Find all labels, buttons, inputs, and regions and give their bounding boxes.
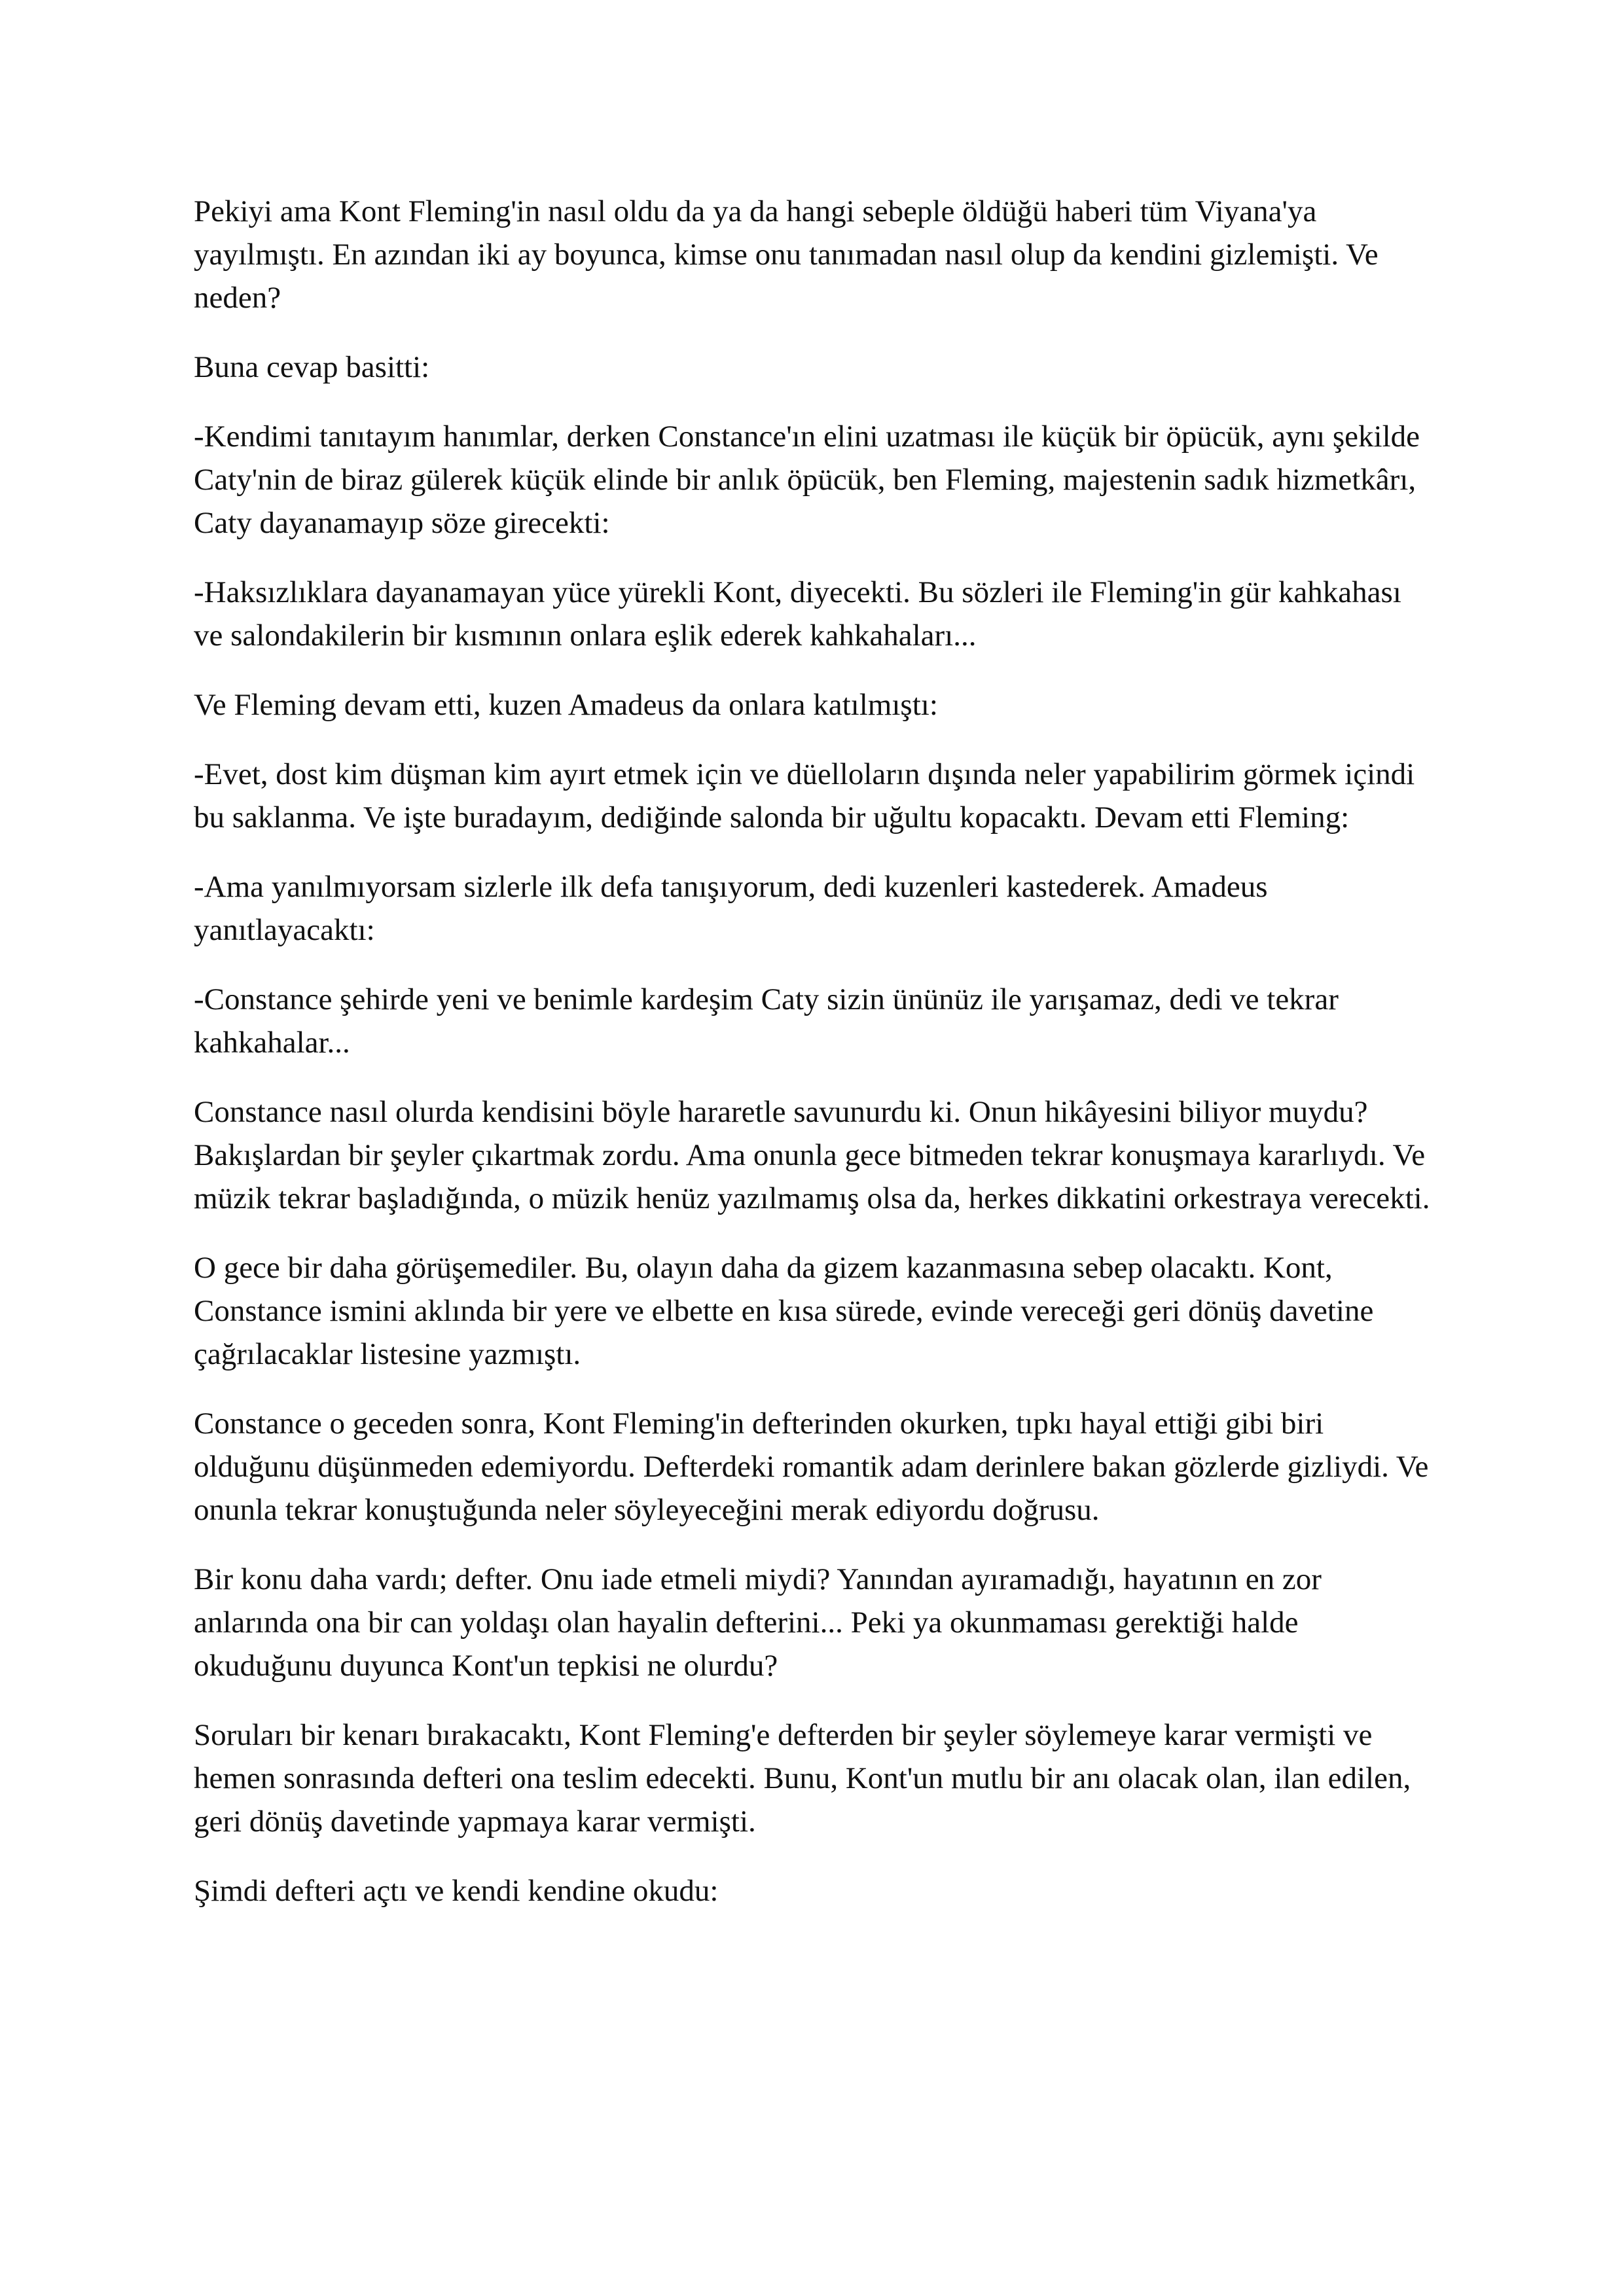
paragraph: -Constance şehirde yeni ve benimle kardeşim Caty sizin ününüz ile yarışamaz, dedi ve tekrar kahkahalar... xyxy=(194,982,1339,1060)
paragraph: -Kendimi tanıtayım hanımlar, derken Constance'ın elini uzatması ile küçük bir öpücük, aynı şekilde Caty'nin de biraz gülerek küçük elinde bir anlık öpücük, ben Fleming, majestenin sadık hizmetkârı, Caty dayanamayıp söze girecekti: xyxy=(194,420,1420,540)
paragraph: -Haksızlıklara dayanamayan yüce yürekli Kont, diyecekti. Bu sözleri ile Fleming'in gür kahkahası ve salondakilerin bir kısmının onlara eşlik ederek kahkahaları... xyxy=(194,575,1401,653)
paragraph: Ve Fleming devam etti, kuzen Amadeus da onlara katılmıştı: xyxy=(194,688,938,722)
paragraph: -Evet, dost kim düşman kim ayırt etmek için ve düelloların dışında neler yapabilirim görmek içindi bu saklanma. Ve işte buradayım, dediğinde salonda bir uğultu kopacaktı. Devam etti Fleming: xyxy=(194,757,1415,834)
paragraph: O gece bir daha görüşemediler. Bu, olayın daha da gizem kazanmasına sebep olacaktı. Kont, Constance ismini aklında bir yere ve elbette en kısa sürede, evinde vereceği geri dönüş davetine çağrılacaklar listesine yazmıştı. xyxy=(194,1251,1374,1371)
paragraph: Buna cevap basitti: xyxy=(194,350,430,384)
paragraph: Soruları bir kenarı bırakacaktı, Kont Fleming'e defterden bir şeyler söylemeye karar vermişti ve hemen sonrasında defteri ona teslim edecekti. Bunu, Kont'un mutlu bir anı olacak olan, ilan edilen, geri dönüş davetinde yapmaya karar vermişti. xyxy=(194,1718,1411,1839)
paragraph: Constance nasıl olurda kendisini böyle hararetle savunurdu ki. Onun hikâyesini biliyor muydu? Bakışlardan bir şeyler çıkartmak zordu. Ama onunla gece bitmeden tekrar konuşmaya kararlıydı. Ve müzik tekrar başladığında, o müzik henüz yazılmamış olsa da, herkes dikkatini orkestraya verecekti. xyxy=(194,1095,1430,1215)
paragraph: -Ama yanılmıyorsam sizlerle ilk defa tanışıyorum, dedi kuzenleri kastederek. Amadeus yanıtlayacaktı: xyxy=(194,870,1268,947)
paragraph: Pekiyi ama Kont Fleming'in nasıl oldu da ya da hangi sebeple öldüğü haberi tüm Viyana'ya yayılmıştı. En azından iki ay boyunca, kimse onu tanımadan nasıl olup da kendini gizlemişti. Ve neden? xyxy=(194,194,1379,315)
paragraph: Constance o geceden sonra, Kont Fleming'in defterinden okurken, tıpkı hayal ettiği gibi biri olduğunu düşünmeden edemiyordu. Defterdeki romantik adam derinlere bakan gözlerde gizliydi. Ve onunla tekrar konuştuğunda neler söyleyeceğini merak ediyordu doğrusu. xyxy=(194,1407,1429,1527)
paragraph: Bir konu daha vardı; defter. Onu iade etmeli miydi? Yanından ayıramadığı, hayatının en zor anlarında ona bir can yoldaşı olan hayalin defterini... Peki ya okunmaması gerektiği halde okuduğunu duyunca Kont'un tepkisi ne olurdu? xyxy=(194,1562,1322,1683)
paragraph: Şimdi defteri açtı ve kendi kendine okudu: xyxy=(194,1874,719,1908)
document-body xyxy=(194,190,1437,1939)
